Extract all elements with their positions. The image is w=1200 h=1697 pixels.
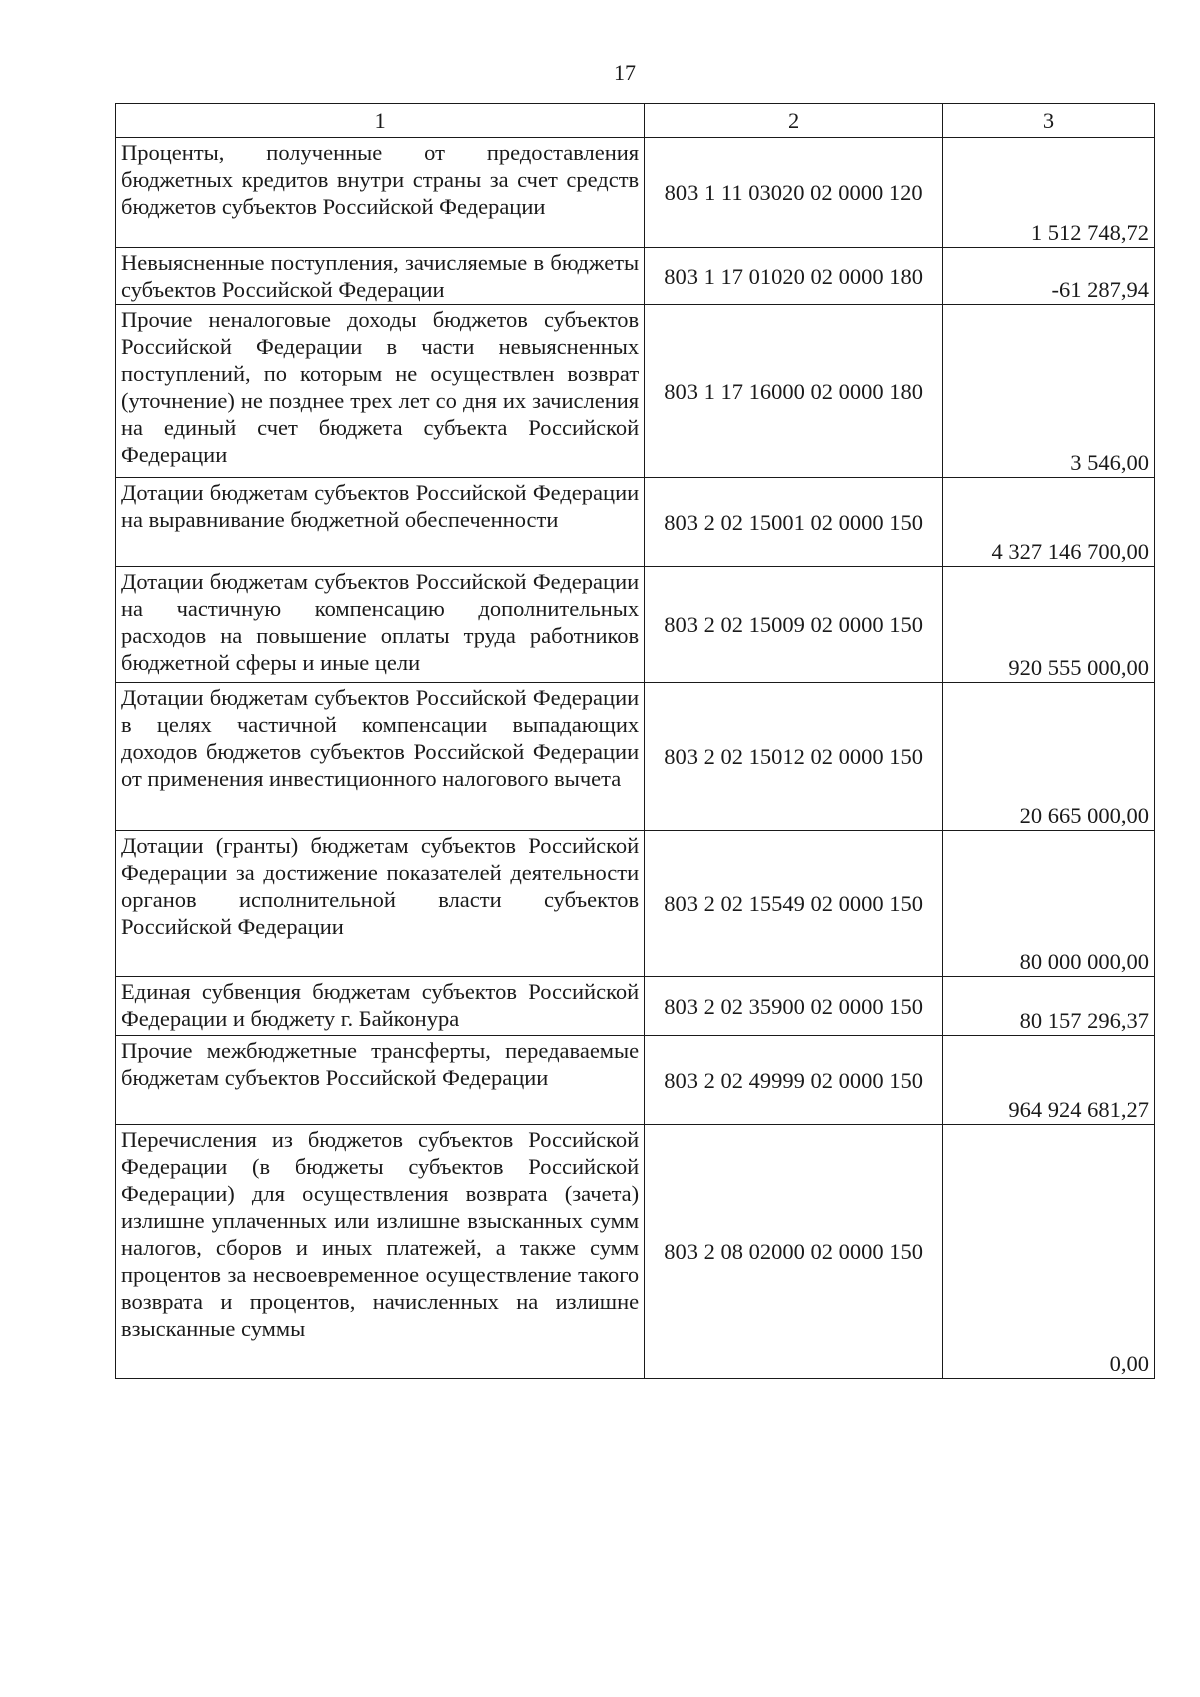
row-description: Проценты, полученные от предоставления бюджетных кредитов внутри страны за счет средств бюджетов субъектов Российской Федерации <box>116 138 645 248</box>
row-amount: 920 555 000,00 <box>943 567 1155 683</box>
page-number: 17 <box>614 60 636 85</box>
table-row <box>116 248 1155 305</box>
row-budget-code: 803 2 02 49999 02 0000 150 <box>645 1036 943 1125</box>
table-row <box>116 1036 1155 1125</box>
row-amount: 80 157 296,37 <box>943 977 1155 1036</box>
row-description: Прочие неналоговые доходы бюджетов субъектов Российской Федерации в части невыясненных поступлений, по которым не осуществлен возврат (уточнение) не позднее трех лет со дня их зачисления на единый счет бюджета субъекта Российской Федерации <box>116 305 645 478</box>
table-header-row <box>116 104 1155 138</box>
row-amount: 964 924 681,27 <box>943 1036 1155 1125</box>
row-budget-code: 803 2 02 15549 02 0000 150 <box>645 831 943 977</box>
row-amount: 80 000 000,00 <box>943 831 1155 977</box>
row-description: Единая субвенция бюджетам субъектов Российской Федерации и бюджету г. Байконура <box>116 977 645 1036</box>
table-row <box>116 138 1155 248</box>
column-header-2: 2 <box>645 104 943 138</box>
row-amount: 3 546,00 <box>943 305 1155 478</box>
table-row <box>116 478 1155 567</box>
row-budget-code: 803 2 08 02000 02 0000 150 <box>645 1125 943 1379</box>
table-row <box>116 305 1155 478</box>
row-budget-code: 803 2 02 15009 02 0000 150 <box>645 567 943 683</box>
row-description: Дотации (гранты) бюджетам субъектов Российской Федерации за достижение показателей деятельности органов исполнительной власти субъектов Российской Федерации <box>116 831 645 977</box>
table-row <box>116 831 1155 977</box>
row-budget-code: 803 2 02 15001 02 0000 150 <box>645 478 943 567</box>
row-amount: 1 512 748,72 <box>943 138 1155 248</box>
budget-revenue-table <box>115 103 1155 1379</box>
row-amount: 4 327 146 700,00 <box>943 478 1155 567</box>
row-budget-code: 803 1 11 03020 02 0000 120 <box>645 138 943 248</box>
row-budget-code: 803 2 02 35900 02 0000 150 <box>645 977 943 1036</box>
table-row <box>116 683 1155 831</box>
table-row <box>116 977 1155 1036</box>
row-budget-code: 803 2 02 15012 02 0000 150 <box>645 683 943 831</box>
row-budget-code: 803 1 17 16000 02 0000 180 <box>645 305 943 478</box>
row-amount: 20 665 000,00 <box>943 683 1155 831</box>
row-description: Прочие межбюджетные трансферты, передаваемые бюджетам субъектов Российской Федерации <box>116 1036 645 1125</box>
table-row <box>116 1125 1155 1379</box>
row-description: Перечисления из бюджетов субъектов Российской Федерации (в бюджеты субъектов Российской Федерации) для осуществления возврата (зачета) излишне уплаченных или излишне взысканных сумм налогов, сборов и иных платежей, а также сумм процентов за несвоевременное осуществление такого возврата и процентов, начисленных на излишне взысканные суммы <box>116 1125 645 1379</box>
row-description: Дотации бюджетам субъектов Российской Федерации на частичную компенсацию дополнительных расходов на повышение оплаты труда работников бюджетной сферы и иные цели <box>116 567 645 683</box>
row-amount: -61 287,94 <box>943 248 1155 305</box>
row-amount: 0,00 <box>943 1125 1155 1379</box>
row-description: Дотации бюджетам субъектов Российской Федерации в целях частичной компенсации выпадающих доходов бюджетов субъектов Российской Федерации от применения инвестиционного налогового вычета <box>116 683 645 831</box>
table-row <box>116 567 1155 683</box>
column-header-3: 3 <box>943 104 1155 138</box>
row-description: Дотации бюджетам субъектов Российской Федерации на выравнивание бюджетной обеспеченности <box>116 478 645 567</box>
row-description: Невыясненные поступления, зачисляемые в бюджеты субъектов Российской Федерации <box>116 248 645 305</box>
row-budget-code: 803 1 17 01020 02 0000 180 <box>645 248 943 305</box>
column-header-1: 1 <box>116 104 645 138</box>
